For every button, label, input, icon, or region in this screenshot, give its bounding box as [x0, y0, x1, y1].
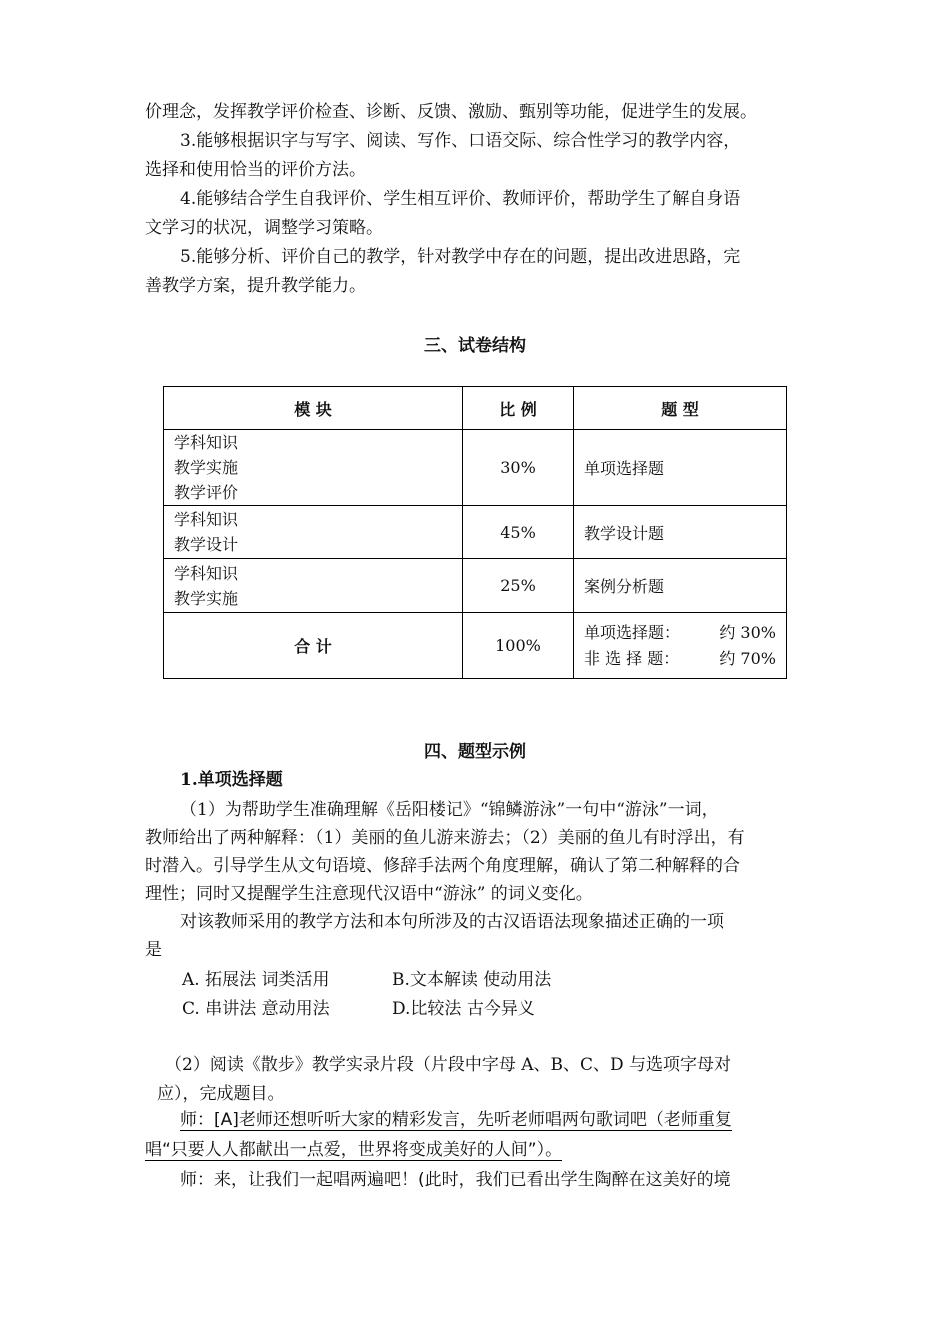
question-text: （1）为帮助学生准确理解《岳阳楼记》“锦鳞游泳”一句中“游泳”一词，	[180, 800, 719, 820]
question-text: 教师给出了两种解释：（1）美丽的鱼儿游来游去；（2）美丽的鱼儿有时浮出，有	[145, 828, 745, 848]
question-text: 应），完成题目。	[157, 1084, 285, 1104]
dialog-line: 师：来，让我们一起唱两遍吧！(此时，我们已看出学生陶醉在这美好的境	[180, 1170, 731, 1190]
paragraph-line: 5.能够分析、评价自己的教学，针对教学中存在的问题，提出改进思路，完	[180, 247, 741, 267]
type-cell: 教学设计题	[574, 506, 787, 559]
dialog-text: 唱“只要人人都献出一点爱，世界将变成美好的人间”）。	[145, 1140, 563, 1160]
option-b: B.文本解读 使动用法	[392, 970, 552, 990]
total-breakdown	[574, 613, 787, 679]
table-row	[164, 506, 787, 559]
dialog-text: 师：[A]老师还想听听大家的精彩发言，先听老师唱两句歌词吧（老师重复	[180, 1110, 732, 1130]
dialog-line	[145, 1135, 810, 1165]
total-ratio: 100%	[463, 613, 574, 679]
option-c: C. 串讲法 意动用法	[182, 999, 330, 1019]
table-total-row	[164, 613, 787, 679]
breakdown-value: 约 70%	[719, 648, 776, 668]
paragraph-line: 选择和使用恰当的评价方法。	[145, 160, 366, 180]
breakdown-value: 约 30%	[719, 622, 776, 642]
breakdown-line	[584, 646, 776, 672]
module-name: 教学设计	[174, 535, 239, 554]
header-module: 模 块	[164, 387, 463, 430]
ratio-cell: 30%	[463, 430, 574, 506]
question-text: （2）阅读《散步》教学实录片段（片段中字母 A、B、C、D 与选项字母对	[165, 1055, 732, 1075]
type-cell: 单项选择题	[574, 430, 787, 506]
table-header-row	[164, 387, 787, 430]
question-text: 是	[145, 940, 162, 960]
option-d: D.比较法 古今异义	[392, 999, 535, 1019]
type-cell: 案例分析题	[574, 559, 787, 613]
paragraph-line: 善教学方案，提升教学能力。	[145, 276, 366, 296]
section-title-examples: 四、题型示例	[424, 742, 526, 762]
module-cell	[164, 559, 463, 613]
header-ratio: 比 例	[463, 387, 574, 430]
ratio-cell: 25%	[463, 559, 574, 613]
table-row	[164, 559, 787, 613]
paragraph-line: 价理念，发挥教学评价检查、诊断、反馈、激励、甄别等功能，促进学生的发展。	[145, 102, 757, 122]
breakdown-name: 非 选 择 题：	[584, 648, 680, 668]
table-row	[164, 430, 787, 506]
module-name: 学科知识	[174, 510, 239, 529]
question-type-heading: 1.单项选择题	[180, 770, 283, 790]
option-a: A. 拓展法 词类活用	[182, 970, 330, 990]
module-cell	[164, 506, 463, 559]
module-name: 学科知识	[174, 563, 239, 583]
module-cell	[164, 430, 463, 506]
module-name: 教学实施	[174, 458, 239, 477]
paragraph-line: 4.能够结合学生自我评价、学生相互评价、教师评价，帮助学生了解自身语	[180, 189, 741, 209]
header-type: 题 型	[574, 387, 787, 430]
dialog-line	[180, 1105, 820, 1135]
exam-structure-table	[163, 386, 787, 679]
total-label: 合 计	[164, 613, 463, 679]
module-name: 教学评价	[174, 483, 239, 502]
module-name: 教学实施	[174, 588, 239, 608]
paragraph-line: 文学习的状况，调整学习策略。	[145, 218, 383, 238]
question-text: 对该教师采用的教学方法和本句所涉及的古汉语语法现象描述正确的一项	[180, 912, 724, 932]
ratio-cell: 45%	[463, 506, 574, 559]
module-name: 学科知识	[174, 433, 239, 452]
breakdown-name: 单项选择题：	[584, 622, 681, 642]
breakdown-line	[584, 620, 776, 646]
question-text: 理性；同时又提醒学生注意现代汉语中“游泳” 的词义变化。	[145, 884, 593, 904]
paragraph-line: 3.能够根据识字与写字、阅读、写作、口语交际、综合性学习的教学内容，	[180, 131, 741, 151]
question-text: 时潜入。引导学生从文句语境、修辞手法两个角度理解，确认了第二种解释的合	[145, 856, 740, 876]
section-title-structure: 三、试卷结构	[424, 336, 526, 356]
